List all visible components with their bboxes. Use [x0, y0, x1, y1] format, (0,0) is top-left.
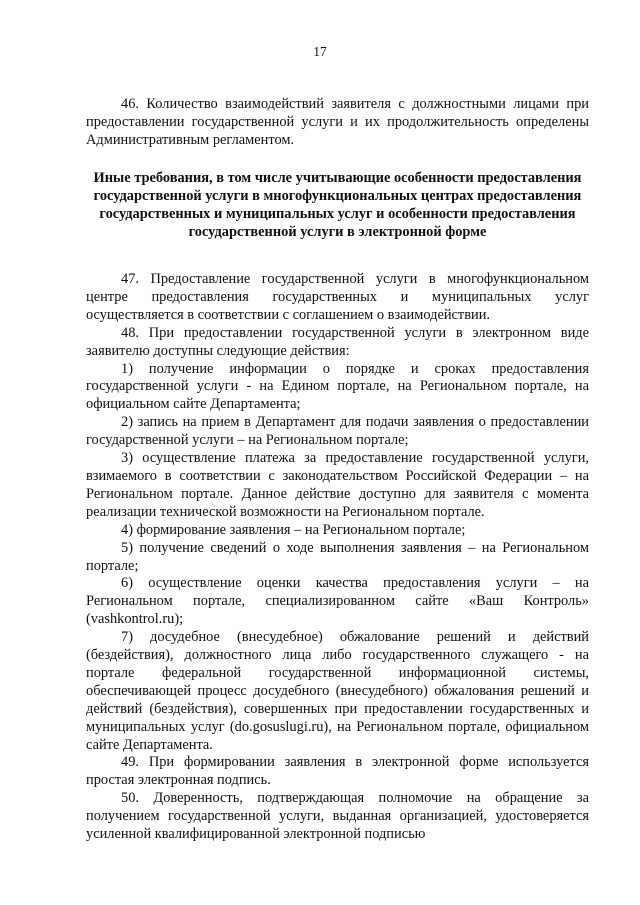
list-item-3: 3) осуществление платежа за предоставление государственной услуги, взимаемого в соответствии с законодательством Российской Федерации – на Региональном портале. Данное действие доступно для заявителя с момента реализации технической возможности на Региональном портале.: [86, 450, 589, 520]
paragraph-46: 46. Количество взаимодействий заявителя с должностными лицами при предоставлении государственной услуги и их продолжительность определены Административным регламентом.: [86, 96, 589, 148]
section-top: [86, 96, 589, 150]
paragraph-49: 49. При формировании заявления в электронной форме используется простая электронная подпись.: [86, 754, 589, 789]
paragraph-47: 47. Предоставление государственной услуги в многофункциональном центре предоставления государственных и муниципальных услуг осуществляется в соответствии с соглашением о взаимодействии.: [86, 271, 589, 323]
list-item-7: 7) досудебное (внесудебное) обжалование решений и действий (бездействия), должностного лица либо государственного служащего - на портале федеральной государственной информационной системы, обеспечивающей процесс досудебного (внесудебного) обжалования решений и действий (бездействия), совершенных при предоставлении государственных и муниципальных услуг (do.gosuslugi.ru), на Региональном портале, официальном сайте Департамента.: [86, 629, 589, 753]
list-item-2: 2) запись на прием в Департамент для подачи заявления о предоставлении государственной услуги – на Региональном портале;: [86, 414, 589, 449]
list-item-6: 6) осуществление оценки качества предоставления услуги – на Региональном портале, специализированном сайте «Ваш Контроль» (vashkontrol.ru);: [86, 575, 589, 628]
paragraph-48: 48. При предоставлении государственной услуги в электронном виде заявителю доступны следующие действия:: [86, 324, 589, 359]
section-body: [86, 271, 589, 844]
page-number: 17: [313, 44, 327, 59]
list-item-1: 1) получение информации о порядке и сроках предоставления государственной услуги - на Едином портале, на Региональном портале, на официальном сайте Департамента;: [86, 360, 589, 413]
list-item-5: 5) получение сведений о ходе выполнения заявления – на Региональном портале;: [86, 539, 589, 574]
list-item-4: 4) формирование заявления – на Региональном портале;: [121, 521, 466, 538]
paragraph-50: 50. Доверенность, подтверждающая полномочие на обращение за получением государственной услуги, выданная организацией, удостоверяется усиленной квалифицированной электронной подписью: [86, 790, 589, 843]
section-heading: Иные требования, в том числе учитывающие особенности предоставления государственной услуги в многофункциональных центрах предоставления государственных и муниципальных услуг и особенности предоставления государственной услуги в электронной форме: [93, 170, 582, 240]
